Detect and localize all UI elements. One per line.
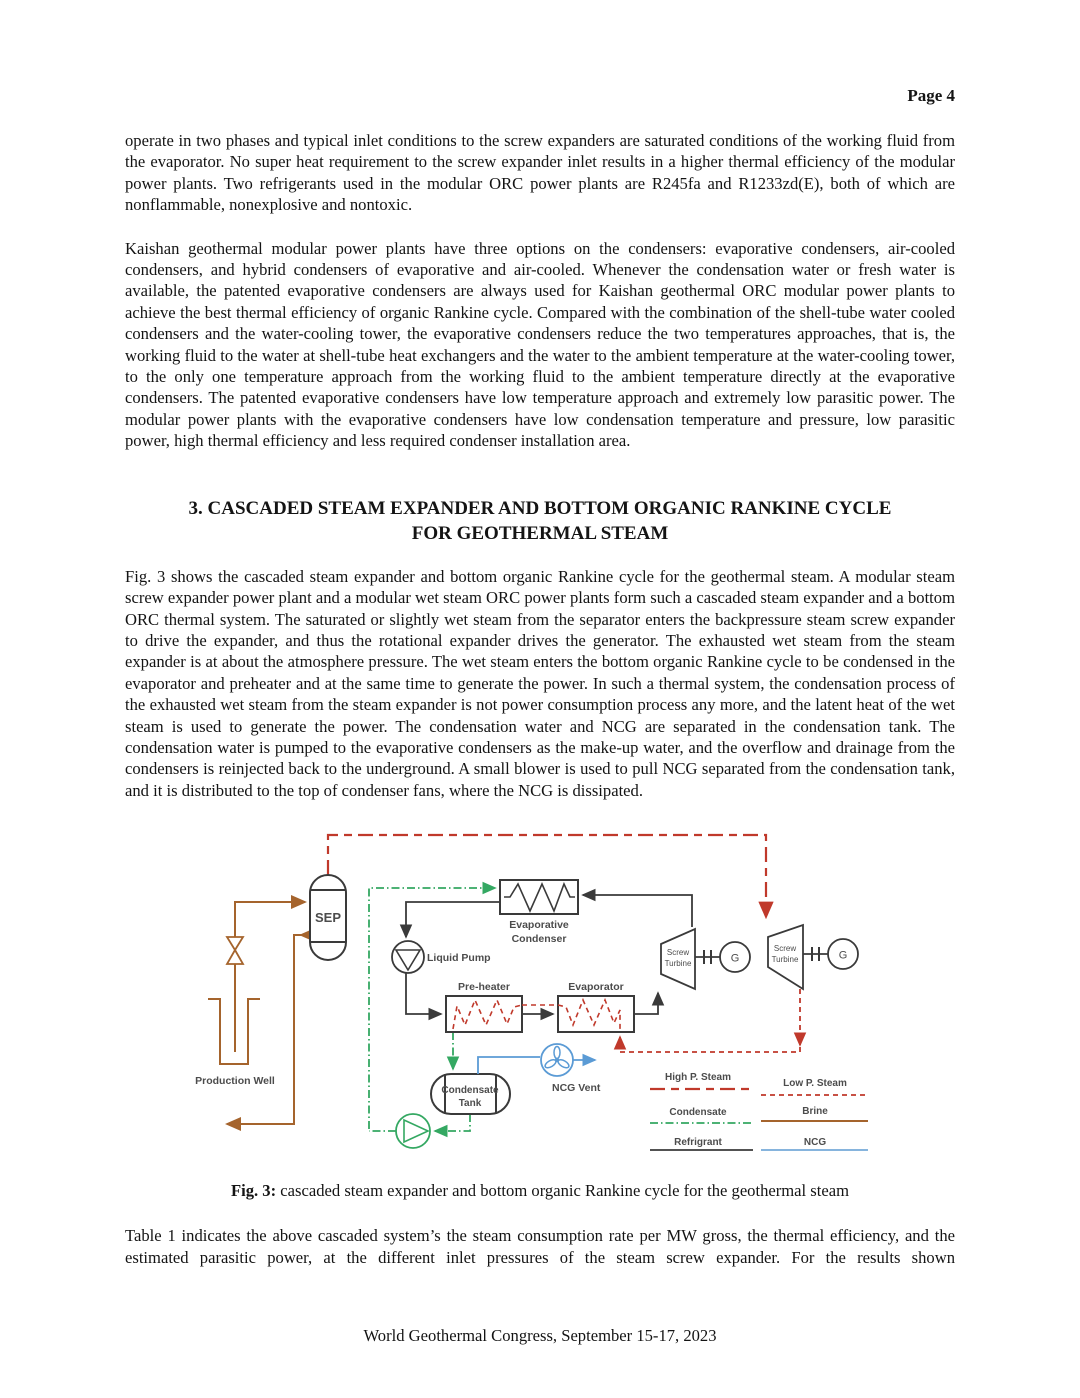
brine-line xyxy=(227,902,310,1124)
legend-brine: Brine xyxy=(802,1106,828,1118)
page-footer: World Geothermal Congress, September 15-17, 2023 xyxy=(363,1326,717,1345)
ncg-vent-fan-icon xyxy=(541,1044,601,1094)
liquid-pump xyxy=(392,941,491,973)
liquid-pump-label: Liquid Pump xyxy=(427,952,491,965)
section-heading-line1: 3. CASCADED STEAM EXPANDER AND BOTTOM ORGANIC RANKINE CYCLE xyxy=(188,497,892,519)
screw-turbine-1-label-1: Screw xyxy=(666,948,690,958)
paragraph-4: Table 1 indicates the above cascaded system’s the steam consumption rate per MW gross, the thermal efficiency, and the estimated parasitic power, at the different inlet pressures of the steam screw expander. For the results shown xyxy=(125,1226,955,1267)
figure-caption-text: cascaded steam expander and bottom organic Rankine cycle for the geothermal steam xyxy=(276,1181,850,1201)
ncg-vent-label: NCG Vent xyxy=(552,1082,601,1095)
section-heading-line2: FOR GEOTHERMAL STEAM xyxy=(411,522,669,544)
screw-turbine-2-label-2: Turbine xyxy=(771,955,799,965)
evaporator xyxy=(558,981,634,1032)
condensate-tank-label-2: Tank xyxy=(458,1098,482,1110)
paragraph-3: Fig. 3 shows the cascaded steam expander and bottom organic Rankine cycle for the geothermal steam. A modular steam screw expander power plant and a modular wet steam ORC power plants form such a cascaded steam expander and a bottom ORC thermal system. The saturated or slightly wet steam from the separator enters the backpressure steam screw expander to drive the expander, and thus the rotational expander drives the generator. The exhausted wet steam from the steam expander is at about the atmosphere pressure. The wet steam enters the bottom organic Rankine cycle to be condensed in the evaporator and preheater and at the same time to generate the power. In such a thermal system, the condensation process of the exhausted wet steam from the steam expander is not power consumption process any more, and the latent heat of the wet steam is used to generate the power. The condensation water and NCG are separated in the condensation tank. The condensation water is pumped to the evaporative condensers as the make-up water, and the overflow and drainage from the condensers is reinjected back to the underground. A small blower is used to pull NCG separated from the condensation tank, and it is distributed to the top of condenser fans, where the NCG is dissipated. xyxy=(125,566,955,800)
separator-label: SEP xyxy=(314,910,342,926)
screw-turbine-2 xyxy=(768,925,803,989)
figure-legend xyxy=(650,1072,868,1150)
screw-turbine-1-label-2: Turbine xyxy=(664,959,692,969)
pre-heater-label: Pre-heater xyxy=(458,981,510,994)
page-number: Page 4 xyxy=(907,86,955,105)
separator-vessel xyxy=(310,875,346,960)
evaporator-label: Evaporator xyxy=(568,981,624,994)
generator-2-label: G xyxy=(838,949,848,962)
legend-condensate: Condensate xyxy=(669,1107,727,1119)
paragraph-1: operate in two phases and typical inlet conditions to the screw expanders are saturated conditions of the working fluid from the evaporator. No super heat requirement to the screw expander inlet results in a higher thermal efficiency of the modular power plants. Two refrigerants used in the modular ORC power plants are R245fa and R1233zd(E), both of which are nonflammable, nonexplosive and nontoxic. xyxy=(125,131,955,215)
figure-caption-label: Fig. 3: xyxy=(230,1181,277,1201)
figure-3 xyxy=(158,827,955,1172)
section-heading xyxy=(125,496,955,546)
legend-refrigrant: Refrigrant xyxy=(674,1137,722,1149)
generator-2 xyxy=(803,939,858,969)
paragraph-2: Kaishan geothermal modular power plants have three options on the condensers: evaporative condensers, air-cooled condensers, and hybrid condensers of evaporative and air-cooled. Whenever the condensation water or fresh water is available, the patented evaporative condensers are always used for Kaishan geothermal ORC modular power plants to achieve the best thermal efficiency of organic Rankine cycle. Compared with the combination of the shell-tube water cooled condensers and the water-cooling tower, the evaporative condensers reduce the two temperatures approaches, that is, the working fluid to the water at shell-tube heat exchangers and the water to the ambient temperature at the water-cooling tower, to the only one temperature approach from the working fluid to the ambient temperature directly at the evaporative condensers. The patented evaporative condensers have low temperature approach and extremely low parasitic power. The modular power plants with the evaporative condensers have low condensation temperature and pressure, low parasitic power, high thermal efficiency and less required condenser installation area. xyxy=(125,238,955,451)
control-valve-icon xyxy=(227,937,243,964)
pre-heater xyxy=(446,981,522,1032)
generator-1-label: G xyxy=(730,952,740,965)
ncg-line xyxy=(478,1057,595,1074)
screw-turbine-1 xyxy=(661,929,695,989)
figure-caption xyxy=(125,1180,955,1201)
legend-ncg: NCG xyxy=(803,1137,827,1149)
process-flow-diagram xyxy=(158,827,918,1167)
condensate-pump-icon xyxy=(396,1114,430,1148)
generator-1 xyxy=(695,942,750,972)
legend-high-p-steam: High P. Steam xyxy=(665,1072,731,1084)
evaporative-condenser-label-1: Evaporative xyxy=(509,919,569,932)
production-well-label: Production Well xyxy=(195,1075,275,1088)
condensate-tank-label-1: Condensate xyxy=(441,1085,499,1097)
evaporative-condenser xyxy=(500,880,578,945)
screw-turbine-2-label-1: Screw xyxy=(773,944,797,954)
condensate-tank xyxy=(431,1074,510,1114)
legend-low-p-steam: Low P. Steam xyxy=(783,1078,847,1090)
evaporative-condenser-label-2: Condenser xyxy=(511,933,567,946)
